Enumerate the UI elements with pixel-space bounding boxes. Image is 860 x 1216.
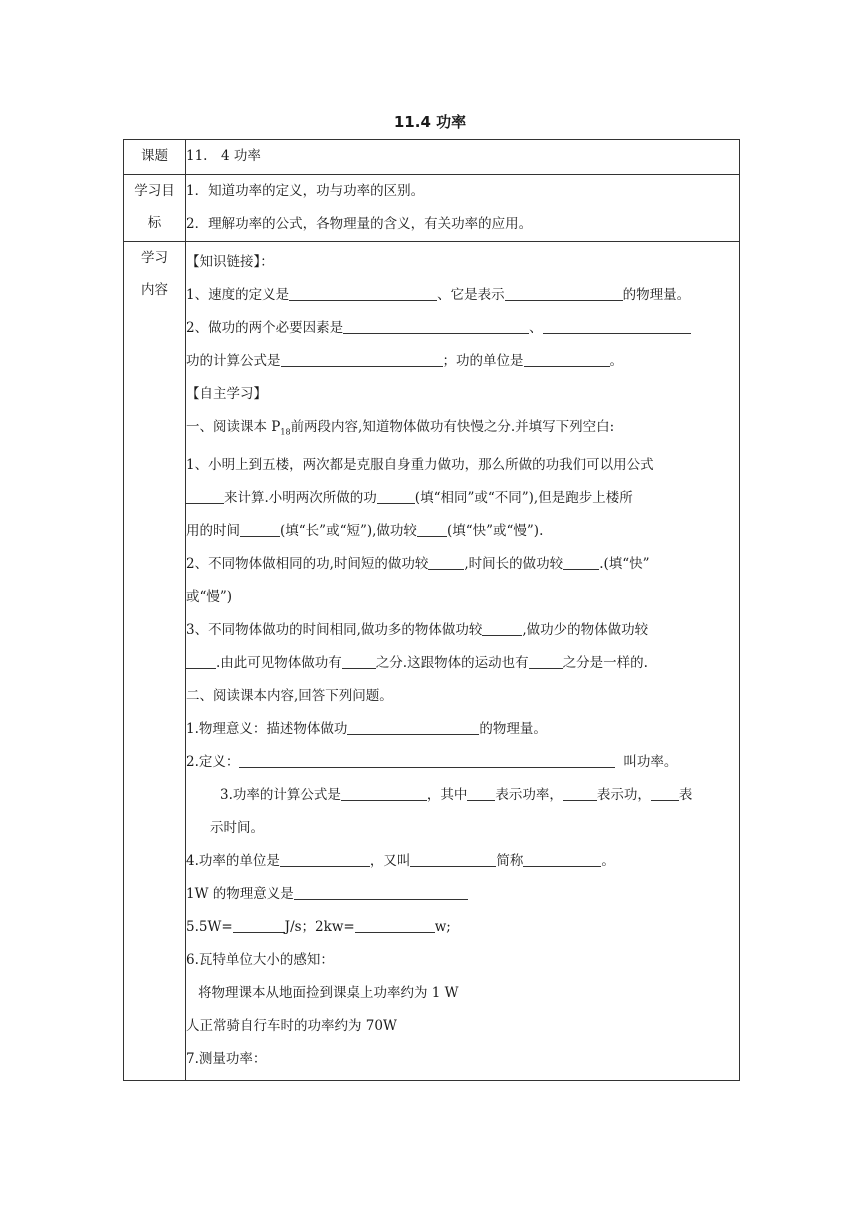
- blank: [651, 785, 679, 801]
- text: 的物理量。: [479, 720, 547, 737]
- blank: [347, 719, 479, 735]
- text: 表示功率，: [495, 786, 563, 803]
- text: 2、不同物体做相同的功,时间短的做功较: [186, 555, 429, 572]
- blank: [428, 554, 464, 570]
- content-label-line2: 内容: [141, 282, 168, 298]
- knowledge-item-1: [186, 279, 739, 312]
- text: 之分.这跟物体的运动也有: [375, 654, 529, 671]
- text: w;: [434, 918, 451, 935]
- blank: [467, 785, 495, 801]
- blank: [529, 653, 563, 669]
- text: 1.物理意义：描述物体做功: [186, 720, 348, 737]
- question-3-line1: [186, 614, 739, 647]
- text: 之分是一样的.: [562, 654, 648, 671]
- text: (填“快”或“慢”).: [446, 522, 544, 539]
- topic-value-cell: [186, 140, 740, 175]
- text: 、它是表示: [437, 287, 505, 303]
- blank: [410, 851, 496, 867]
- blank: [377, 488, 415, 504]
- question-1-line2: [186, 482, 739, 515]
- text: J/s；2kw=: [284, 918, 355, 935]
- text: 叫功率。: [623, 753, 678, 770]
- point-6: 6.瓦特单位大小的感知：: [186, 951, 334, 968]
- point-6-example-2: 人正常骑自行车时的功率约为 70W: [186, 1017, 397, 1034]
- text: ,做功少的物体做功较: [522, 621, 649, 638]
- goals-label: [124, 175, 186, 242]
- text: .(填“快”: [599, 555, 650, 572]
- content-row: [124, 242, 740, 1081]
- blank: [341, 785, 427, 801]
- text: 1、速度的定义是: [186, 287, 290, 303]
- point-5: [186, 911, 739, 944]
- blank: [563, 554, 599, 570]
- page-subscript: 18: [280, 427, 291, 437]
- text: 、: [529, 320, 543, 336]
- blank: [186, 488, 224, 504]
- text: 的物理量。: [622, 287, 691, 303]
- blank: [240, 521, 280, 537]
- text: 1W 的物理意义是: [186, 885, 294, 902]
- text: ，又叫: [369, 852, 411, 869]
- goals-cell: [186, 175, 740, 242]
- blank: [543, 318, 691, 334]
- blank: [289, 285, 437, 301]
- text: 简称: [496, 852, 524, 869]
- blank: [280, 851, 370, 867]
- blank: [482, 620, 522, 636]
- text: ；功的单位是: [442, 353, 524, 369]
- text: 2、做功的两个必要因素是: [186, 320, 344, 336]
- point-2: [186, 746, 739, 779]
- goals-label-line2: 标: [147, 215, 162, 231]
- text: 表示功，: [596, 786, 651, 803]
- point-3-line2: 示时间。: [210, 819, 264, 836]
- text: .由此可见物体做功有: [216, 654, 342, 671]
- topic-row: [124, 140, 740, 175]
- text: 3、不同物体做功的时间相同,做功多的物体做功较: [186, 621, 483, 638]
- blank: [417, 521, 447, 537]
- knowledge-item-3: [186, 345, 739, 378]
- point-1: [186, 713, 739, 746]
- blank: [523, 851, 601, 867]
- blank: [355, 917, 435, 933]
- text: ，其中: [426, 786, 468, 803]
- self-study-heading: 【自主学习】: [186, 386, 267, 402]
- point-3-line1: [186, 779, 739, 812]
- point-1w: [186, 878, 739, 911]
- blank: [563, 785, 597, 801]
- text: 4.功率的单位是: [186, 852, 280, 869]
- blank: [342, 653, 376, 669]
- text: (填“相同”或“不同”),但是跑步上楼所: [414, 489, 633, 506]
- text: 3.功率的计算公式是: [220, 786, 341, 803]
- text: 用的时间: [186, 522, 240, 539]
- blank: [233, 917, 285, 933]
- text: 一、阅读课本 P: [186, 419, 281, 435]
- content-label-line1: 学习: [141, 250, 168, 266]
- point-6-example-1: 将物理课本从地面捡到课桌上功率约为 1 W: [198, 984, 459, 1001]
- text: 功的计算公式是: [186, 353, 281, 369]
- question-2-line2: 或“慢”): [186, 588, 233, 605]
- topic-value: 11. 4 功率: [186, 148, 261, 164]
- point-4: [186, 845, 739, 878]
- text: 。: [609, 353, 623, 369]
- text: 5.5W=: [186, 918, 233, 935]
- content-cell: [186, 242, 740, 1081]
- blank: [505, 285, 623, 301]
- question-1-line3: [186, 515, 739, 548]
- blank: [524, 351, 610, 367]
- lesson-table: [123, 139, 740, 1081]
- text: 来计算.小明两次所做的功: [224, 489, 377, 506]
- goals-label-line1: 学习目: [134, 183, 175, 199]
- document-title: 11.4 功率: [393, 113, 467, 131]
- blank: [239, 752, 615, 768]
- text: 表: [678, 786, 693, 803]
- knowledge-item-2: [186, 312, 739, 345]
- section-one-heading: [186, 411, 739, 449]
- blank: [281, 351, 443, 367]
- point-7: 7.测量功率：: [186, 1050, 267, 1067]
- section-two-heading: 二、阅读课本内容,回答下列问题。: [186, 687, 393, 704]
- goal-item-1: 1．知道功率的定义，功与功率的区别。: [186, 183, 425, 199]
- question-3-line2: [186, 647, 739, 680]
- question-2-line1: [186, 548, 739, 581]
- text: ,时间长的做功较: [464, 555, 564, 572]
- text: 2.定义：: [186, 753, 240, 770]
- text: (填“长”或“短”),做功较: [280, 522, 417, 539]
- topic-label: 课题: [124, 140, 186, 175]
- blank: [294, 884, 468, 900]
- blank: [343, 318, 529, 334]
- goals-row: [124, 175, 740, 242]
- text: 前两段内容,知道物体做功有快慢之分.并填写下列空白:: [290, 419, 615, 435]
- question-1-line1: 1、小明上到五楼，两次都是克服自身重力做功，那么所做的功我们可以用公式: [186, 456, 654, 473]
- blank: [186, 653, 216, 669]
- text: 。: [601, 852, 615, 869]
- content-label: [124, 242, 186, 1081]
- knowledge-heading: 【知识链接】：: [186, 254, 274, 270]
- goal-item-2: 2．理解功率的公式，各物理量的含义，有关功率的应用。: [186, 216, 533, 232]
